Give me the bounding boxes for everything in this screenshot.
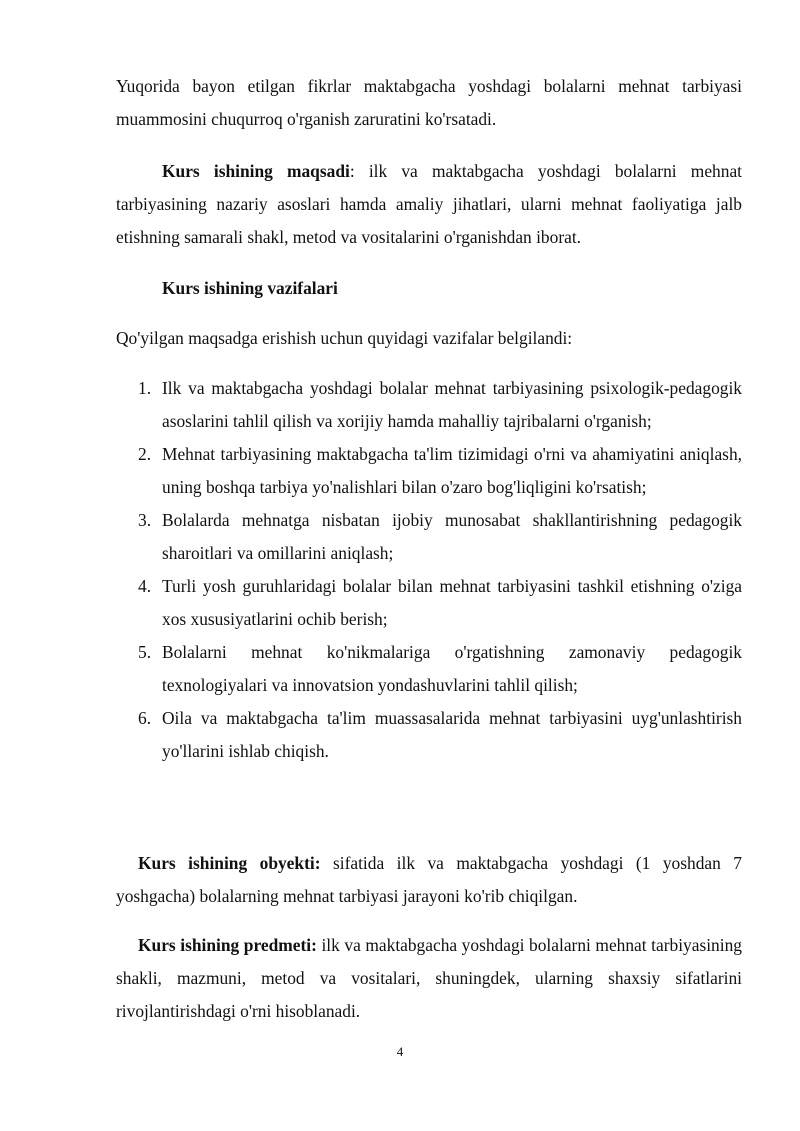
list-item-text: Bolalarda mehnatga nisbatan ijobiy munosabat shakllantirishning pedagogik sharoitlari va omillarini aniqlash;: [162, 510, 742, 563]
list-item: [116, 504, 742, 570]
maqsad-label: Kurs ishining maqsadi: [162, 161, 350, 181]
list-item-number: 1.: [138, 378, 152, 398]
tasks-list: [116, 372, 742, 768]
list-item: [116, 636, 742, 702]
list-item-text: Turli yosh guruhlaridagi bolalar bilan mehnat tarbiyasini tashkil etishning o'ziga xos xususiyatlarini ochib berish;: [162, 576, 742, 629]
maqsad-paragraph: [116, 155, 742, 254]
obyekt-label: Kurs ishining obyekti:: [138, 853, 321, 873]
maqsad-text: : ilk va maktabgacha yoshdagi bolalarni mehnat tarbiyasining nazariy asoslari hamda amaliy jihatlari, ularni mehnat faoliyatiga jalb etishning samarali shakl, metod va vositalarini o'rganishdan iborat.: [116, 161, 742, 247]
list-item-text: Bolalarni mehnat ko'nikmalariga o'rgatishning zamonaviy pedagogik texnologiyalari va innovatsion yondashuvlarini tahlil qilish;: [162, 642, 742, 695]
list-item: [116, 372, 742, 438]
list-item-text: Oila va maktabgacha ta'lim muassasalarida mehnat tarbiyasini uyg'unlashtirish yo'llarini ishlab chiqish.: [162, 708, 742, 761]
list-item-number: 4.: [138, 576, 152, 596]
vazifalar-intro: Qo'yilgan maqsadga erishish uchun quyidagi vazifalar belgilandi:: [116, 328, 573, 348]
predmet-text: ilk va maktabgacha yoshdagi bolalarni mehnat tarbiyasining shakli, mazmuni, metod va vositalari, shuningdek, ularning shaxsiy sifatlarini rivojlantirishdagi o'rni hisoblanadi.: [116, 935, 742, 1021]
list-item-number: 6.: [138, 708, 152, 728]
page-number: 4: [396, 1044, 404, 1059]
list-item: [116, 570, 742, 636]
list-item-number: 2.: [138, 444, 152, 464]
list-item: [116, 438, 742, 504]
list-item-text: Mehnat tarbiyasining maktabgacha ta'lim tizimidagi o'rni va ahamiyatini aniqlash, uning boshqa tarbiya yo'nalishlari bilan o'zaro bog'liqligini ko'rsatish;: [162, 444, 742, 497]
vazifalar-heading: Kurs ishining vazifalari: [162, 278, 338, 298]
obyekt-text: sifatida ilk va maktabgacha yoshdagi (1 yoshdan 7 yoshgacha) bolalarning mehnat tarbiyasi jarayoni ko'rib chiqilgan.: [116, 853, 742, 906]
predmet-paragraph: [116, 929, 742, 1028]
list-item-number: 5.: [138, 642, 152, 662]
list-item-number: 3.: [138, 510, 152, 530]
intro-paragraph: Yuqorida bayon etilgan fikrlar maktabgacha yoshdagi bolalarni mehnat tarbiyasi muammosini chuqurroq o'rganish zaruratini ko'rsatadi.: [116, 76, 742, 129]
predmet-label: Kurs ishining predmeti:: [138, 935, 317, 955]
list-item: [116, 702, 742, 768]
list-item-text: Ilk va maktabgacha yoshdagi bolalar mehnat tarbiyasining psixologik-pedagogik asoslarini tahlil qilish va xorijiy hamda mahalliy tajribalarni o'rganish;: [162, 378, 742, 431]
obyekt-paragraph: [116, 847, 742, 913]
